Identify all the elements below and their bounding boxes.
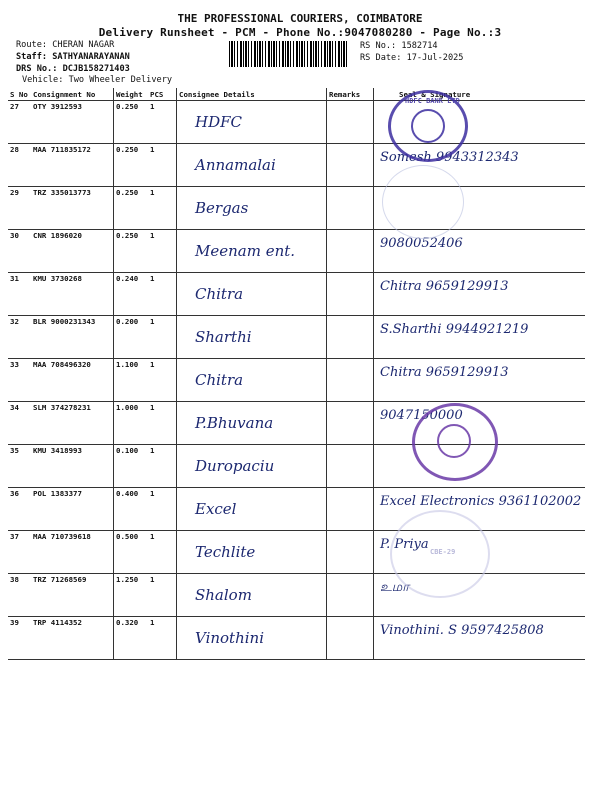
- row-consignee: [177, 531, 327, 574]
- row-consignment-no: CNR 1896020: [31, 230, 114, 273]
- row-weight: 0.100: [114, 445, 149, 488]
- table-row: [8, 316, 585, 359]
- table-row: [8, 187, 585, 230]
- receiver-signature: Excel Electronics 9361102002: [380, 494, 582, 509]
- row-weight: 0.500: [114, 531, 149, 574]
- row-consignment-no: KMU 3730268: [31, 273, 114, 316]
- runsheet-table: [8, 88, 585, 660]
- row-remarks: [327, 617, 374, 660]
- consignee-handwriting: Shalom: [195, 586, 252, 604]
- row-sno: 30: [8, 230, 31, 273]
- stamp-inner-ring: [437, 424, 471, 458]
- row-remarks: [327, 359, 374, 402]
- row-sno: 35: [8, 445, 31, 488]
- table-row: [8, 144, 585, 187]
- staff-label: Staff: SATHYANARAYANAN: [16, 52, 130, 62]
- row-weight: 0.250: [114, 230, 149, 273]
- row-sno: 32: [8, 316, 31, 359]
- consignee-handwriting: Excel: [195, 500, 237, 518]
- row-sno: 36: [8, 488, 31, 531]
- row-consignment-no: KMU 3418993: [31, 445, 114, 488]
- col-sno: S No: [8, 88, 31, 101]
- consignee-handwriting: Vinothini: [195, 629, 265, 647]
- purple-stamp: [412, 403, 498, 481]
- row-pcs: 1: [148, 402, 177, 445]
- row-remarks: [327, 230, 374, 273]
- col-weight: Weight: [114, 88, 149, 101]
- row-pcs: 1: [148, 574, 177, 617]
- row-consignee: [177, 402, 327, 445]
- row-signature: [374, 316, 586, 359]
- row-consignment-no: POL 1383377: [31, 488, 114, 531]
- consignee-handwriting: Chitra: [195, 285, 244, 303]
- barcode: [229, 41, 348, 67]
- drs-number: DRS No.: DCJB158271403: [16, 64, 130, 74]
- stamp-text: HDFC BANK LTD: [405, 97, 460, 105]
- row-weight: 1.250: [114, 574, 149, 617]
- rs-number: RS No.: 1582714: [360, 41, 438, 51]
- rs-date: RS Date: 17-Jul-2025: [360, 53, 464, 63]
- col-consignee: Consignee Details: [177, 88, 327, 101]
- row-consignee: [177, 187, 327, 230]
- row-consignment-no: MAA 708496320: [31, 359, 114, 402]
- table-row: [8, 402, 585, 445]
- row-remarks: [327, 402, 374, 445]
- receiver-signature: Vinothini. S 9597425808: [380, 623, 544, 638]
- receiver-signature: P. Priya: [380, 537, 429, 552]
- table-row: [8, 488, 585, 531]
- row-sno: 38: [8, 574, 31, 617]
- row-consignee: [177, 316, 327, 359]
- row-weight: 1.000: [114, 402, 149, 445]
- stamp-date-text: CBE-29: [430, 548, 456, 556]
- row-weight: 0.240: [114, 273, 149, 316]
- row-pcs: 1: [148, 230, 177, 273]
- row-remarks: [327, 531, 374, 574]
- row-remarks: [327, 101, 374, 144]
- row-pcs: 1: [148, 187, 177, 230]
- row-sno: 28: [8, 144, 31, 187]
- row-consignment-no: MAA 710739618: [31, 531, 114, 574]
- receiver-signature: Chitra 9659129913: [380, 279, 509, 294]
- col-seal-signature: Seal & Signature: [374, 88, 586, 101]
- row-remarks: [327, 488, 374, 531]
- consignee-handwriting: Chitra: [195, 371, 244, 389]
- row-remarks: [327, 574, 374, 617]
- row-consignee: [177, 273, 327, 316]
- row-sno: 27: [8, 101, 31, 144]
- row-pcs: 1: [148, 101, 177, 144]
- row-consignee: [177, 445, 327, 488]
- row-consignment-no: TRZ 335013773: [31, 187, 114, 230]
- row-weight: 1.100: [114, 359, 149, 402]
- faint-date-stamp: [390, 510, 490, 598]
- row-weight: 0.250: [114, 101, 149, 144]
- consignee-handwriting: Annamalai: [195, 156, 276, 174]
- stamp-inner-ring: [411, 109, 445, 143]
- row-pcs: 1: [148, 273, 177, 316]
- table-row: [8, 359, 585, 402]
- receiver-signature: S.Sharthi 9944921219: [380, 322, 529, 337]
- row-signature: [374, 617, 586, 660]
- row-sno: 39: [8, 617, 31, 660]
- table-row: [8, 273, 585, 316]
- row-consignment-no: SLM 374278231: [31, 402, 114, 445]
- row-sno: 33: [8, 359, 31, 402]
- company-title: THE PROFESSIONAL COURIERS, COIMBATORE: [177, 12, 423, 25]
- table-row: [8, 230, 585, 273]
- faint-stamp: [382, 165, 464, 239]
- consignee-handwriting: P.Bhuvana: [195, 414, 274, 432]
- table-row: [8, 574, 585, 617]
- row-weight: 0.400: [114, 488, 149, 531]
- table-row: [8, 617, 585, 660]
- consignee-handwriting: Sharthi: [195, 328, 252, 346]
- row-consignee: [177, 488, 327, 531]
- row-consignment-no: TRP 4114352: [31, 617, 114, 660]
- row-remarks: [327, 273, 374, 316]
- row-remarks: [327, 316, 374, 359]
- row-consignment-no: TRZ 71268569: [31, 574, 114, 617]
- col-consignment: Consignment No: [31, 88, 114, 101]
- table-row: [8, 101, 585, 144]
- receiver-signature: 9080052406: [380, 236, 463, 251]
- row-signature: [374, 230, 586, 273]
- row-consignment-no: OTY 3912593: [31, 101, 114, 144]
- col-remarks: Remarks: [327, 88, 374, 101]
- row-consignee: [177, 230, 327, 273]
- row-weight: 0.200: [114, 316, 149, 359]
- row-remarks: [327, 144, 374, 187]
- consignee-handwriting: Techlite: [195, 543, 256, 561]
- consignee-handwriting: Duropaciu: [195, 457, 275, 475]
- row-consignee: [177, 617, 327, 660]
- row-remarks: [327, 445, 374, 488]
- row-consignment-no: BLR 9000231343: [31, 316, 114, 359]
- row-pcs: 1: [148, 617, 177, 660]
- row-weight: 0.320: [114, 617, 149, 660]
- receiver-signature: Chitra 9659129913: [380, 365, 509, 380]
- receiver-signature: உமா: [380, 580, 410, 595]
- route-label: Route: CHERAN NAGAR: [16, 40, 115, 50]
- row-consignee: [177, 101, 327, 144]
- table-header-row: [8, 88, 585, 101]
- row-consignment-no: MAA 711835172: [31, 144, 114, 187]
- row-pcs: 1: [148, 488, 177, 531]
- row-remarks: [327, 187, 374, 230]
- table-row: [8, 445, 585, 488]
- row-signature: [374, 273, 586, 316]
- row-signature: [374, 359, 586, 402]
- row-consignee: [177, 144, 327, 187]
- vehicle-label: Vehicle: Two Wheeler Delivery: [22, 75, 173, 85]
- consignee-handwriting: HDFC: [195, 113, 242, 131]
- row-pcs: 1: [148, 359, 177, 402]
- row-weight: 0.250: [114, 144, 149, 187]
- row-sno: 31: [8, 273, 31, 316]
- row-pcs: 1: [148, 144, 177, 187]
- consignee-handwriting: Bergas: [195, 199, 249, 217]
- row-pcs: 1: [148, 316, 177, 359]
- receiver-signature: 9047150000: [380, 408, 463, 423]
- table-row: [8, 531, 585, 574]
- row-sno: 37: [8, 531, 31, 574]
- hdfc-bank-stamp: [388, 90, 468, 162]
- row-pcs: 1: [148, 531, 177, 574]
- runsheet-subtitle: Delivery Runsheet - PCM - Phone No.:9047080280 - Page No.:3: [98, 26, 502, 39]
- row-consignee: [177, 359, 327, 402]
- row-weight: 0.250: [114, 187, 149, 230]
- col-pcs: PCS: [148, 88, 177, 101]
- row-sno: 34: [8, 402, 31, 445]
- consignee-handwriting: Meenam ent.: [195, 242, 296, 260]
- receiver-signature: Somesh 9943312343: [380, 150, 519, 165]
- row-sno: 29: [8, 187, 31, 230]
- row-pcs: 1: [148, 445, 177, 488]
- row-consignee: [177, 574, 327, 617]
